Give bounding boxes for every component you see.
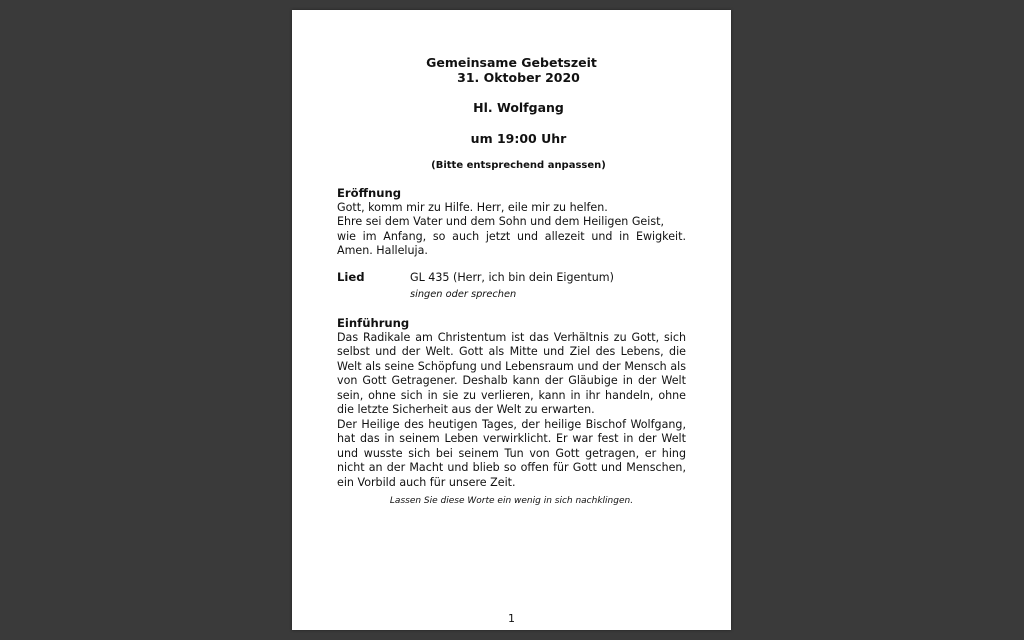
eroeffnung-line: Amen. Halleluja. <box>337 244 428 257</box>
einfuehrung-section <box>337 316 686 490</box>
einfuehrung-heading: Einführung <box>337 316 410 330</box>
lied-instruction: singen oder sprechen <box>410 289 517 300</box>
eroeffnung-section <box>337 186 686 259</box>
document-title: Gemeinsame Gebetszeit <box>426 55 597 70</box>
adjust-note: (Bitte entsprechend anpassen) <box>431 160 606 171</box>
lied-label: Lied <box>337 270 365 284</box>
document-date: 31. Oktober 2020 <box>457 70 580 85</box>
einfuehrung-paragraph: Der Heilige des heutigen Tages, der heilige Bischof Wolfgang, hat das in seinem Leben verwirklicht. Er war fest in der Welt und wusste sich bei seinem Tun von Gott getragen, er hing nicht an der Macht und blieb so offen für Gott und Menschen, ein Vorbild auch für unsere Zeit. <box>337 417 686 489</box>
page-number: 1 <box>508 612 515 625</box>
eroeffnung-heading: Eröffnung <box>337 186 402 200</box>
saint-name: Hl. Wolfgang <box>473 100 564 115</box>
eroeffnung-line: Gott, komm mir zu Hilfe. Herr, eile mir zu helfen. <box>337 200 608 214</box>
einfuehrung-paragraph: Das Radikale am Christentum ist das Verhältnis zu Gott, sich selbst und der Welt. Gott als Mitte und Ziel des Lebens, die Welt als seine Schöpfung und Lebensraum und der Mensch als von Gott Getragener. Deshalb kann der Gläubige in der Welt sein, ohne sich in sie zu verlieren, kann in ihr handeln, ohne die letzte Sicherheit aus der Welt zu erwarten. <box>337 330 686 416</box>
eroeffnung-line: wie im Anfang, so auch jetzt und allezeit und in Ewigkeit. <box>337 229 686 243</box>
closing-instruction: Lassen Sie diese Worte ein wenig in sich nachklingen. <box>389 496 634 506</box>
eroeffnung-line: Ehre sei dem Vater und dem Sohn und dem Heiligen Geist, <box>337 215 664 228</box>
lied-title: GL 435 (Herr, ich bin dein Eigentum) <box>410 271 614 284</box>
document-page <box>292 10 731 630</box>
prayer-time: um 19:00 Uhr <box>470 131 567 146</box>
